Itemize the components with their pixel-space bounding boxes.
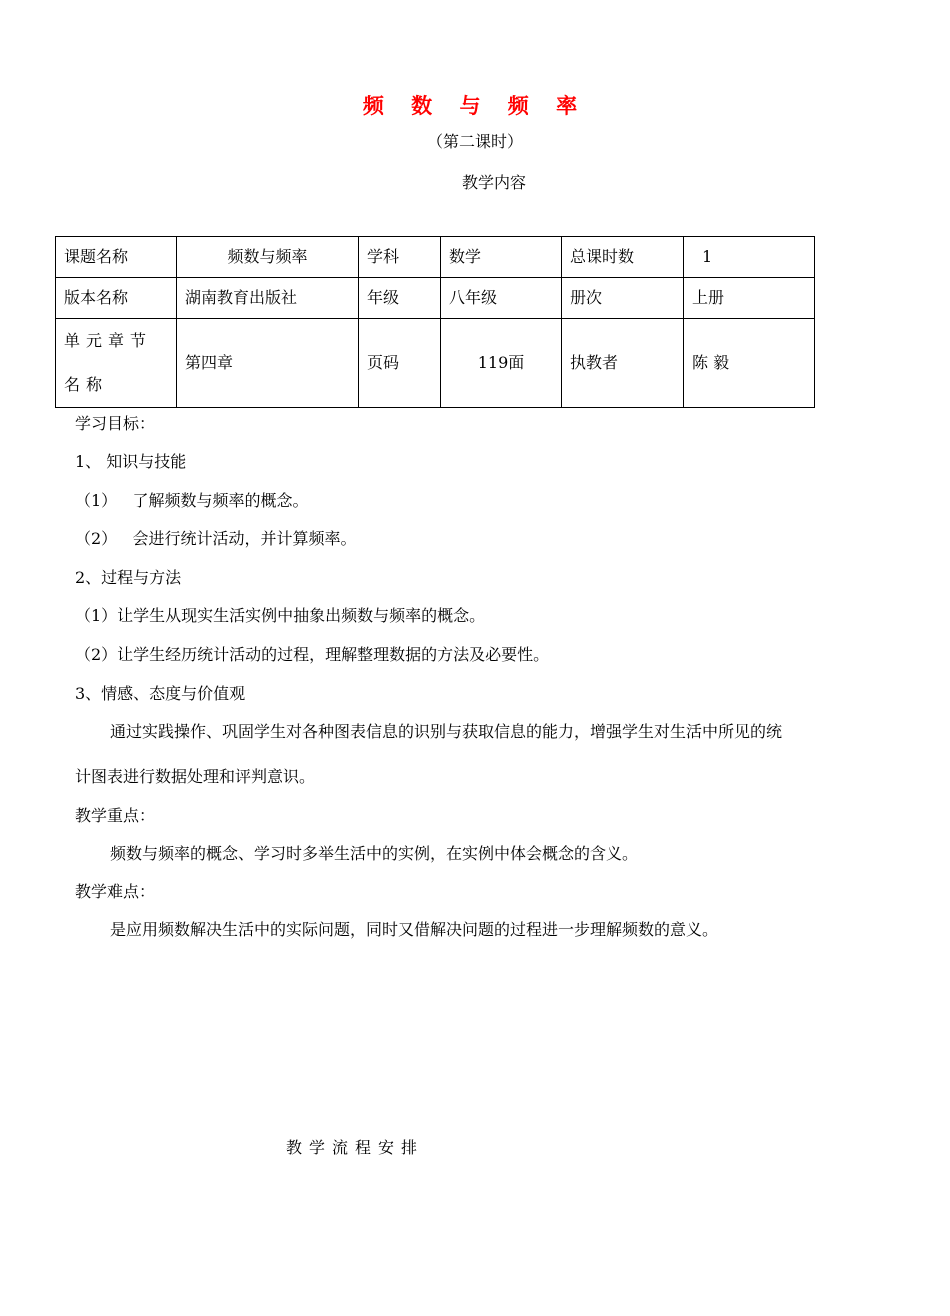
list-item: （1）让学生从现实生活实例中抽象出频数与频率的概念。 (75, 606, 486, 625)
table-cell: 册次 (562, 278, 684, 319)
objectives-heading: 学习目标： (75, 414, 156, 433)
table-cell: 执教者 (562, 319, 684, 408)
list-item: （2）让学生经历统计活动的过程，理解整理数据的方法及必要性。 (75, 645, 550, 664)
section-title: 1、 知识与技能 (75, 452, 187, 471)
list-item: （1） 了解频数与频率的概念。 (75, 491, 309, 510)
table-cell: 上册 (684, 278, 815, 319)
teaching-process-heading: 教学流程安排 (286, 1138, 425, 1157)
unit-chapter-label: 单元章节名称 (64, 331, 153, 394)
content-heading: 教学内容 (462, 173, 527, 192)
key-points-heading: 教学重点： (75, 806, 156, 825)
table-cell: 第四章 (177, 319, 359, 408)
list-item: （2） 会进行统计活动，并计算频率。 (75, 529, 357, 548)
difficult-points-text: 是应用频数解决生活中的实际问题，同时又借解决问题的过程进一步理解频数的意义。 (110, 920, 719, 939)
table-cell: 八年级 (441, 278, 562, 319)
table-cell: 年级 (359, 278, 441, 319)
table-cell: 数学 (441, 237, 562, 278)
table-cell: 学科 (359, 237, 441, 278)
section-title: 3、情感、态度与价值观 (75, 684, 246, 703)
difficult-points-heading: 教学难点： (75, 882, 156, 901)
table-row (56, 237, 815, 278)
table-row (56, 319, 815, 408)
table-cell: 版本名称 (56, 278, 177, 319)
page-title: 频 数 与 频 率 (362, 94, 588, 118)
info-table (55, 236, 815, 408)
table-cell: 频数与频率 (177, 237, 359, 278)
paragraph-text: 通过实践操作、巩固学生对各种图表信息的识别与获取信息的能力，增强学生对生活中所见的统 (110, 722, 783, 741)
table-cell: 课题名称 (56, 237, 177, 278)
paragraph-text: 计图表进行数据处理和评判意识。 (75, 767, 316, 786)
table-cell (56, 319, 177, 408)
key-points-text: 频数与频率的概念、学习时多举生活中的实例，在实例中体会概念的含义。 (110, 844, 639, 863)
section-title: 2、过程与方法 (75, 568, 182, 587)
table-row (56, 278, 815, 319)
table-cell: 页码 (359, 319, 441, 408)
lesson-subtitle: （第二课时） (426, 132, 523, 151)
table-cell: 总课时数 (562, 237, 684, 278)
table-cell: 119面 (441, 319, 562, 408)
table-cell: 1 (684, 237, 815, 278)
table-cell: 陈 毅 (684, 319, 815, 408)
table-cell: 湖南教育出版社 (177, 278, 359, 319)
